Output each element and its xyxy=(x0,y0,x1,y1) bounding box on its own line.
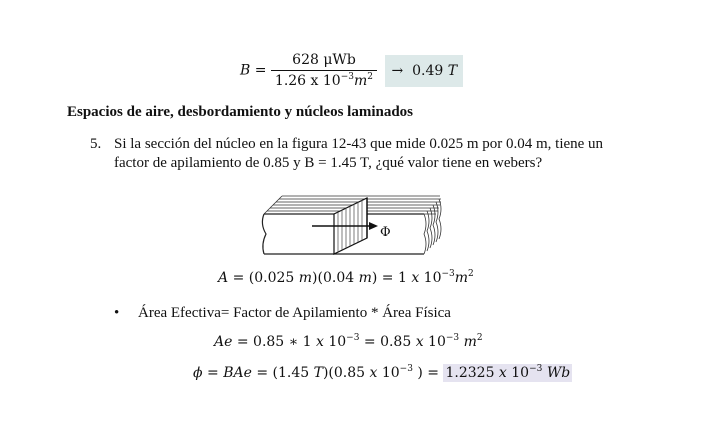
area-exp: −3 xyxy=(441,269,455,279)
section-heading: Espacios de aire, desbordamiento y núcleos laminados xyxy=(67,104,414,120)
flux-label: Φ xyxy=(380,225,391,240)
ae-exp1: −3 xyxy=(346,333,360,343)
formula-b-result-value: 0.49 xyxy=(412,62,444,79)
ae-x2: x xyxy=(415,334,424,350)
laminated-core-figure xyxy=(256,190,446,262)
area-lhs: A xyxy=(218,270,229,286)
den-base: 1.26 x 10 xyxy=(274,73,341,89)
area-part3: ) = 1 xyxy=(371,270,412,286)
area-part1: = (0.025 xyxy=(228,270,299,286)
formula-b-result-unit: T xyxy=(447,62,458,79)
area-unit-exp: 2 xyxy=(468,269,474,279)
phi-part5: ) = xyxy=(412,365,444,381)
ae-part3: = 0.85 xyxy=(359,334,416,350)
phi-result-x: x xyxy=(498,365,507,381)
arrow-icon: → xyxy=(391,62,404,79)
formula-b-denominator xyxy=(271,71,377,89)
ae-unit: m xyxy=(463,334,477,350)
den-unit: m xyxy=(354,73,368,89)
ae-part4: 10 xyxy=(423,334,446,350)
ae-part1: = 0.85 ∗ 1 xyxy=(232,334,316,350)
formula-b-lhs: B = xyxy=(240,62,267,79)
area-unit-m2: m xyxy=(358,270,372,286)
area-x: x xyxy=(411,270,420,286)
area-unit-m1: m xyxy=(298,270,313,286)
den-exp: −3 xyxy=(340,72,354,82)
area-unit: m xyxy=(454,270,469,286)
phi-part2: = (1.45 xyxy=(251,365,314,381)
bullet-symbol: • xyxy=(114,305,120,321)
den-unit-exp: 2 xyxy=(367,72,374,82)
equation-area xyxy=(218,270,474,286)
ae-unit-exp: 2 xyxy=(476,333,483,343)
ae-exp2: −3 xyxy=(445,333,460,343)
phi-part4: 10 xyxy=(377,365,400,381)
phi-bae: BAe xyxy=(223,365,252,381)
phi-part3: )(0.85 xyxy=(322,365,370,381)
ae-x1: x xyxy=(315,334,324,350)
phi-part1: = xyxy=(202,365,224,381)
phi-x1: x xyxy=(369,365,378,381)
ae-part2: 10 xyxy=(323,334,347,350)
problem-number: 5. xyxy=(90,136,102,152)
phi-lhs: ϕ xyxy=(193,365,203,381)
equation-effective-area xyxy=(214,334,483,350)
right-end-laminations xyxy=(424,199,441,254)
problem-line-2: factor de apilamiento de 0.85 y B = 1.45 T, ¿qué valor tiene en webers? xyxy=(114,155,543,171)
formula-b-numerator: 628 μWb xyxy=(271,52,377,71)
phi-result-base: 10 xyxy=(506,365,530,381)
flux-result-highlight xyxy=(443,364,572,382)
phi-result: 1.2325 xyxy=(445,365,499,381)
bullet-text: Área Efectiva= Factor de Apilamiento * Área Física xyxy=(138,305,451,321)
phi-result-unit: Wb xyxy=(546,365,571,381)
area-part2: )(0.04 xyxy=(312,270,359,286)
phi-unit-t: T xyxy=(313,365,323,381)
phi-result-exp: −3 xyxy=(529,364,543,374)
formula-b xyxy=(240,52,463,89)
equation-flux xyxy=(193,365,572,381)
ae-lhs: Ae xyxy=(214,334,233,350)
formula-b-result-highlight xyxy=(385,55,463,87)
area-base: 10 xyxy=(419,270,442,286)
formula-b-fraction xyxy=(271,52,377,89)
phi-exp1: −3 xyxy=(399,364,413,374)
problem-line-1: Si la sección del núcleo en la figura 12-43 que mide 0.025 m por 0.04 m, tiene un xyxy=(114,136,604,152)
